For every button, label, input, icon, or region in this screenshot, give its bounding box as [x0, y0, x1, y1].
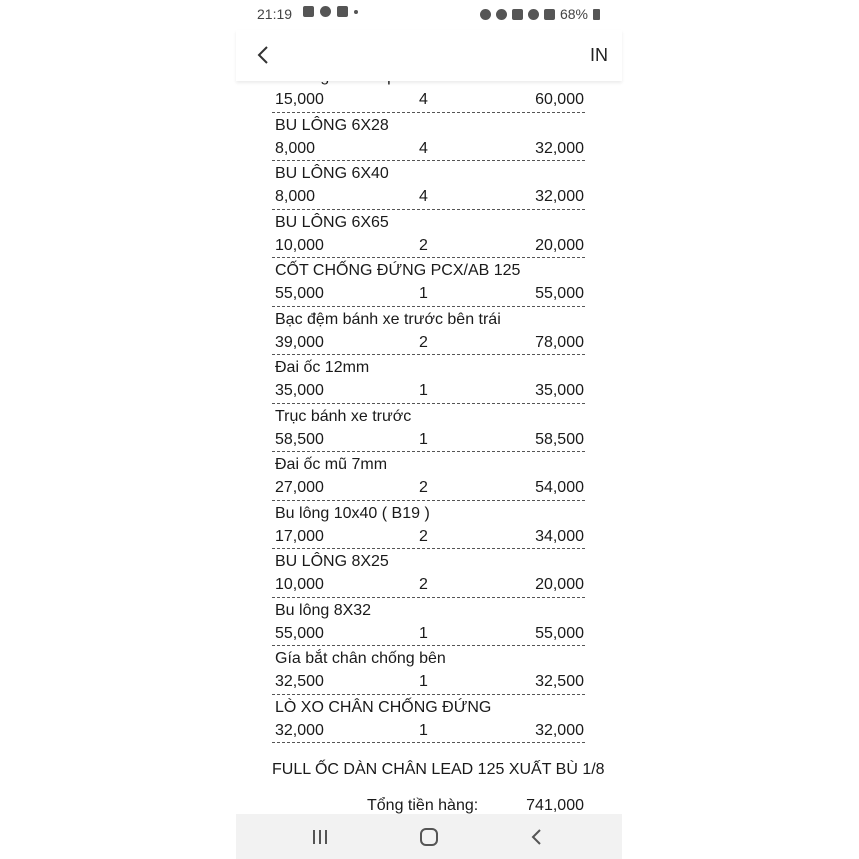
item-qty: 2	[419, 479, 428, 496]
invoice-note: FULL ỐC DÀN CHÂN LEAD 125 XUẤT BÙ 1/8	[272, 761, 605, 778]
recent-apps-button[interactable]	[308, 826, 332, 848]
item-price: 55,000	[275, 624, 324, 642]
total-value: 741,000	[526, 797, 584, 814]
list-item	[272, 696, 585, 744]
list-item	[272, 502, 585, 550]
item-price: 10,000	[275, 576, 324, 593]
mute-icon	[512, 9, 523, 20]
item-amount: 20,000	[535, 576, 584, 593]
item-price: 15,000	[275, 91, 324, 108]
list-item	[272, 453, 585, 501]
print-button[interactable]: IN	[590, 45, 608, 65]
list-item	[272, 356, 585, 404]
item-name: BU LÔNG 6X65	[275, 213, 389, 231]
zalo-icon	[337, 6, 348, 17]
item-name: Bu lông 8X32	[275, 601, 372, 619]
item-amount: 54,000	[535, 479, 584, 496]
item-price: 39,000	[275, 333, 324, 351]
item-amount: 34,000	[535, 527, 584, 545]
app-bar	[236, 30, 622, 81]
item-price: 32,000	[275, 721, 324, 739]
item-name: BU LÔNG 6X40	[275, 165, 389, 182]
item-price: 58,500	[275, 430, 324, 448]
item-price: 35,000	[275, 382, 324, 399]
item-name: Đai ốc mũ 7mm	[275, 456, 388, 473]
chevron-left-icon	[254, 42, 274, 68]
item-amount: 32,000	[535, 721, 584, 739]
item-qty: 2	[419, 576, 428, 593]
list-item	[272, 114, 585, 162]
gallery-icon	[303, 6, 314, 17]
item-qty: 1	[419, 624, 428, 642]
list-item	[272, 550, 585, 598]
system-back-button[interactable]	[525, 826, 549, 848]
status-time: 21:19	[257, 6, 293, 22]
battery-icon	[593, 9, 600, 20]
item-qty: 1	[419, 721, 428, 739]
signal-icon	[544, 9, 555, 20]
cloud-icon	[320, 6, 331, 17]
item-price: 55,000	[275, 285, 324, 302]
item-qty: 4	[419, 188, 428, 205]
item-qty: 1	[419, 430, 428, 448]
home-icon	[417, 826, 441, 848]
list-item	[272, 162, 585, 210]
list-item	[272, 308, 585, 356]
status-bar	[236, 0, 622, 30]
recent-apps-icon	[308, 826, 332, 848]
back-chevron-icon	[525, 826, 549, 848]
item-amount: 20,000	[535, 236, 584, 254]
item-amount: 78,000	[535, 333, 584, 351]
alarm-icon	[496, 9, 507, 20]
item-qty: 1	[419, 382, 428, 399]
item-name: BU LÔNG 6X28	[275, 116, 389, 134]
item-qty: 2	[419, 527, 428, 545]
invoice-content	[236, 81, 622, 814]
system-nav-bar	[236, 814, 622, 859]
item-amount: 55,000	[535, 624, 584, 642]
wifi-icon	[528, 9, 539, 20]
item-name: Bạc đệm bánh xe trước bên trái	[275, 310, 501, 328]
item-price: 32,500	[275, 673, 324, 690]
item-qty: 4	[419, 139, 428, 157]
item-name: Đai ốc 12mm	[275, 359, 370, 376]
total-label: Tổng tiền hàng:	[367, 797, 479, 814]
item-name: Bu lông 10x40 ( B19 )	[275, 504, 430, 522]
item-price: 10,000	[275, 236, 324, 254]
item-price: 8,000	[275, 139, 316, 157]
item-qty: 1	[419, 673, 428, 690]
battery-percent: 68%	[559, 6, 588, 22]
item-qty: 2	[419, 333, 428, 351]
item-amount: 55,000	[535, 285, 584, 302]
list-item	[272, 259, 585, 307]
item-qty: 1	[419, 285, 428, 302]
system-icons	[480, 6, 600, 22]
list-item	[272, 599, 585, 647]
item-name: BU LÔNG 8X25	[275, 553, 389, 570]
notification-icons	[303, 6, 358, 17]
item-qty: 2	[419, 236, 428, 254]
item-amount: 60,000	[535, 91, 584, 108]
item-name: Gía bắt chân chống bên	[275, 650, 446, 667]
item-amount: 32,000	[535, 188, 584, 205]
home-button[interactable]	[417, 826, 441, 848]
item-amount: 32,500	[535, 673, 584, 690]
item-amount: 32,000	[535, 139, 584, 157]
sync-icon	[480, 9, 491, 20]
list-item	[272, 647, 585, 695]
item-price: 27,000	[275, 479, 324, 496]
item-name: Trục bánh xe trước	[275, 407, 412, 425]
back-button[interactable]	[254, 42, 274, 68]
phone-screen	[236, 0, 622, 859]
item-amount: 58,500	[535, 430, 584, 448]
list-item	[272, 405, 585, 453]
item-amount: 35,000	[535, 382, 584, 399]
item-qty: 4	[419, 91, 428, 108]
list-item	[272, 211, 585, 259]
item-name: CỐT CHỐNG ĐỨNG PCX/AB 125	[275, 262, 521, 279]
item-price: 8,000	[275, 188, 316, 205]
more-notifications-icon	[354, 10, 358, 14]
item-list	[236, 65, 622, 744]
item-name: LÒ XO CHÂN CHỐNG ĐỨNG	[275, 698, 492, 716]
item-price: 17,000	[275, 527, 324, 545]
